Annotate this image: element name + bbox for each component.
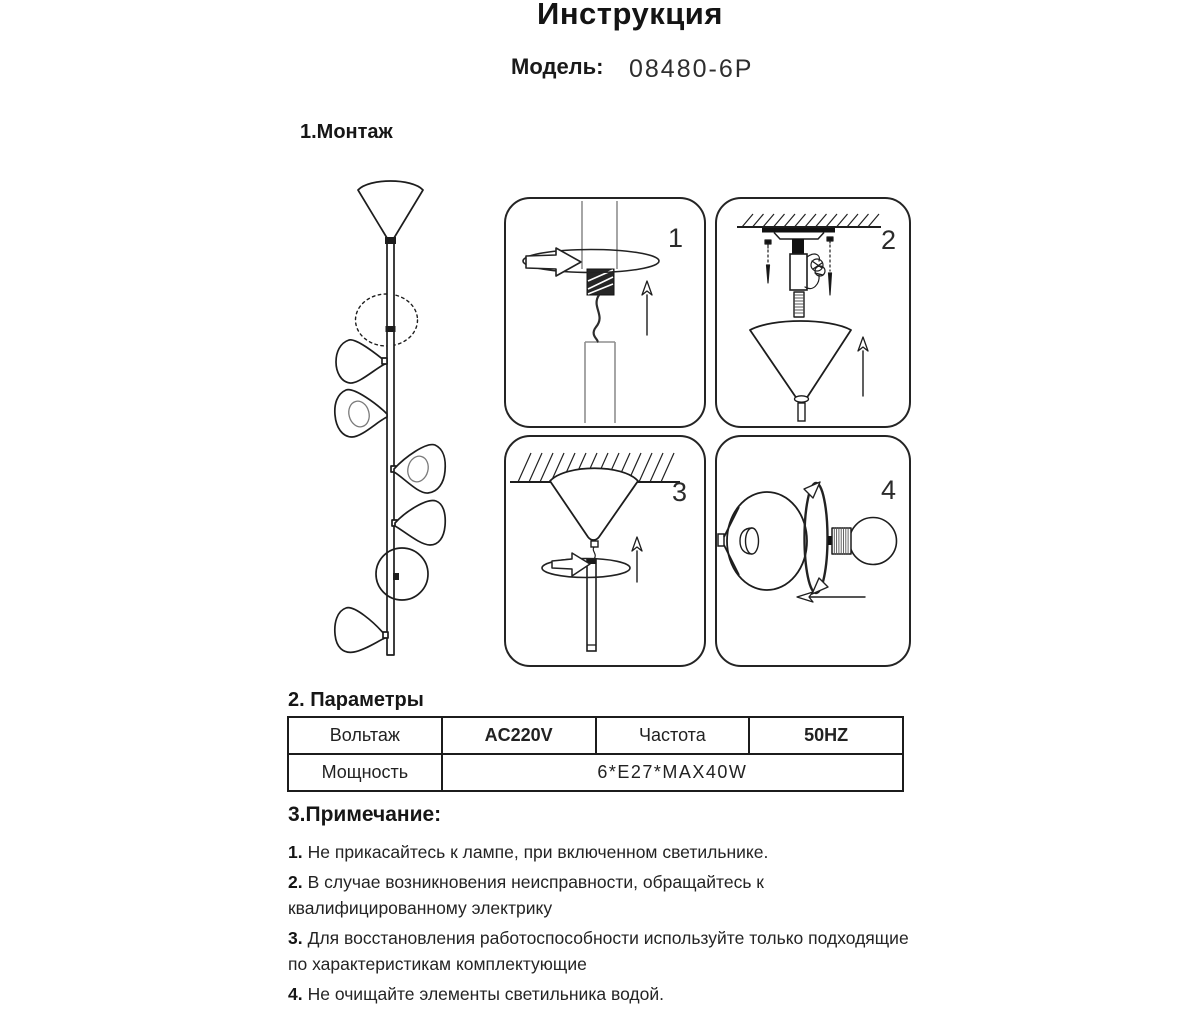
rotation-ring [805,483,828,593]
power-value-cell: 6*E27*MAX40W [442,754,903,791]
pole [587,559,596,651]
cone-shade-1 [336,340,385,383]
inverted-cone-shade [550,468,638,540]
screw-left [765,240,771,283]
note-number: 4. [288,983,303,1004]
left-arrow-icon [797,592,865,602]
ceiling-hatch [742,214,879,227]
step-number-1: 1 [668,223,684,253]
voltage-value-cell: AC220V [442,717,596,754]
top-cone-shade [358,181,423,238]
step-panel-1 [504,197,706,428]
up-arrow-icon [858,337,868,396]
step-number-4: 4 [881,475,897,505]
wire [594,295,600,342]
cone-shade-4 [395,501,445,545]
bulb-base [832,528,851,554]
voltage-label-cell: Вольтаж [288,717,442,754]
section-montage-heading: 1.Монтаж [300,121,393,143]
pole-lamp-drawing [290,170,490,690]
frequency-label-cell: Частота [596,717,750,754]
note-item [288,839,922,866]
section-notes-heading: 3.Примечание: [288,803,442,826]
section-params-heading: 2. Параметры [288,689,424,711]
threaded-rod [794,292,804,317]
bracket-stem [792,239,804,254]
up-arrow-icon [642,281,652,335]
params-table [287,716,904,792]
model-label: Модель: [511,54,604,79]
top-cone-neck [385,237,396,244]
step-number-3: 3 [672,477,688,507]
shade-nipple [591,541,598,547]
step-panel-3 [504,435,706,667]
page-title: Инструкция [537,0,723,31]
mounting-plate [762,228,835,233]
note-number: 3. [288,927,303,948]
shade-apex [718,534,724,546]
note-item [288,869,922,922]
screw-right [827,237,833,295]
note-text: Не прикасайтесь к лампе, при включенном светильнике. [307,842,769,862]
table-row [288,754,903,791]
cone-shade-3 [394,445,445,493]
step3-drawing [506,437,704,665]
step-panel-2 [715,197,911,428]
rotate-arrow-icon [552,553,590,576]
step4-drawing [717,437,909,665]
shade-fitting [795,396,809,402]
frequency-value-cell: 50HZ [749,717,903,754]
shade-body [727,492,807,590]
cone-shade-5-front [376,548,428,600]
pole-joint-band [386,326,396,332]
note-text: Не очищайте элементы светильника водой. [307,983,665,1004]
model-number: 08480-6P [629,55,754,83]
up-arrow-icon [632,537,642,582]
cone-shade [750,321,851,399]
note-text: Для восстановления работоспособности используйте только подходящие по характеристикам комплектующие [288,927,909,974]
wires [805,254,825,289]
pole-lamp-illustration [290,170,490,690]
cone-shade-2 [335,390,387,437]
note-number: 1. [288,842,303,862]
cone-shade-6 [335,608,385,653]
canopy [774,233,824,240]
step-panel-4 [715,435,911,667]
light-bulb [850,518,897,565]
power-label-cell: Мощность [288,754,442,791]
table-row [288,717,903,754]
note-item [288,981,922,1008]
wire [593,547,595,559]
step-number-2: 2 [881,225,897,255]
note-number: 2. [288,871,303,892]
mounting-bracket [790,254,807,290]
lamp-pole [387,242,394,655]
note-item [288,925,922,978]
notes-list [288,839,922,1010]
note-text: В случае возникновения неисправности, обращайтесь к квалифицированному электрику [288,871,764,918]
shade-tube [798,403,805,421]
